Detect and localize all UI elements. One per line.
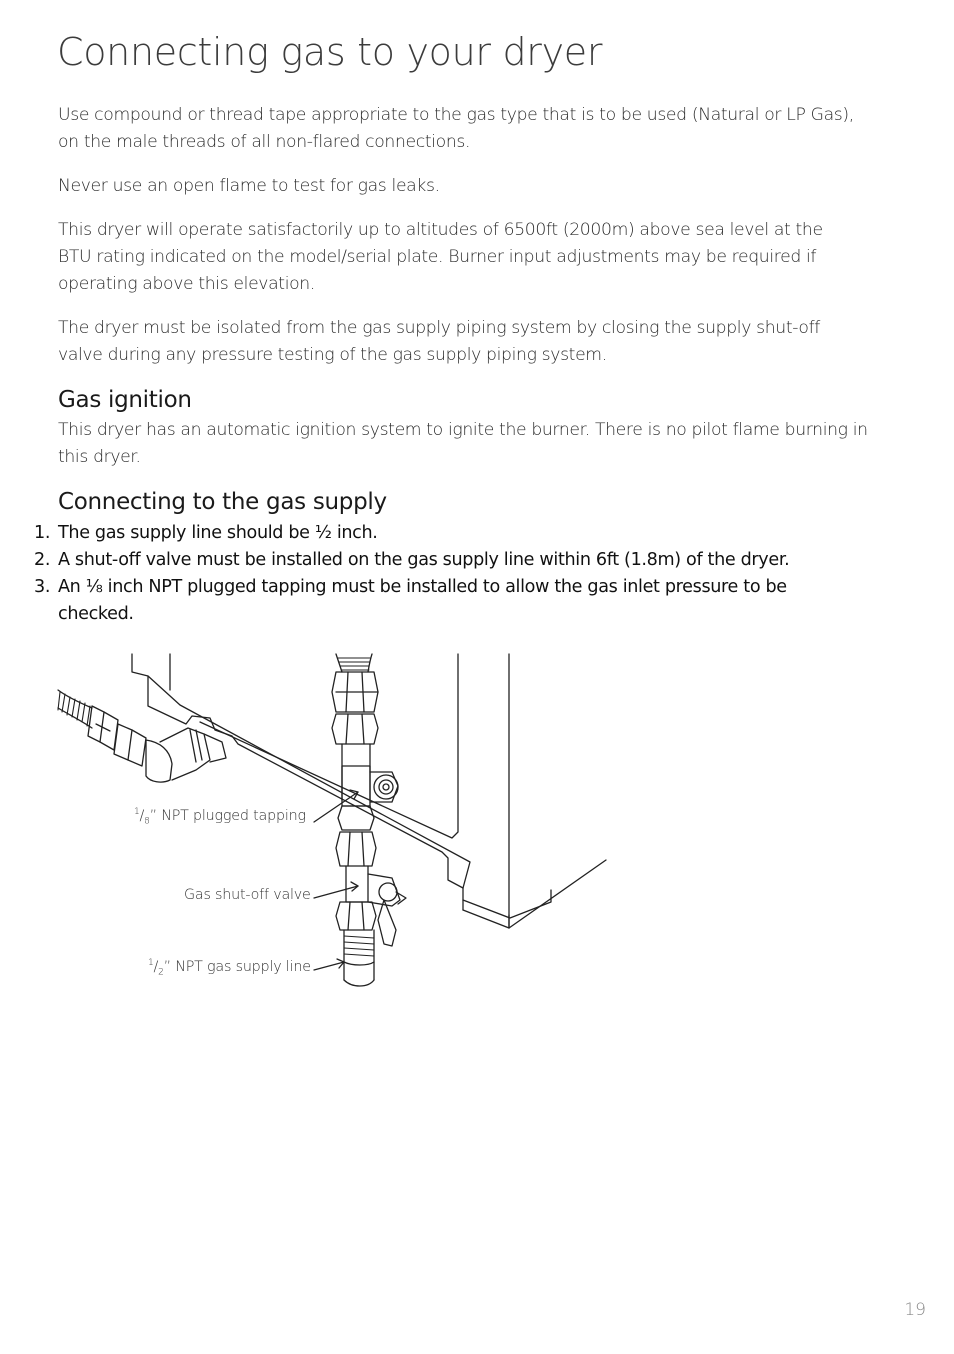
- gas-supply-steps: [34, 520, 858, 628]
- fraction-denominator: 2: [158, 967, 164, 978]
- fraction-numerator: 1: [148, 958, 154, 968]
- step-text: An ⅛ inch NPT plugged tapping must be installed to allow the gas inlet pressure to be checked.: [58, 577, 787, 624]
- fraction-numerator: 1: [134, 807, 140, 817]
- step-item: [34, 574, 858, 628]
- page-title: Connecting gas to your dryer: [57, 30, 603, 74]
- step-number: 2.: [34, 550, 51, 570]
- label-plugged-tapping: $^1/_8$” NPT plugged tapping: [134, 807, 306, 827]
- step-item: [34, 547, 858, 574]
- step-number: 1.: [34, 523, 51, 543]
- step-item: [34, 520, 858, 547]
- gas-supply-heading: Connecting to the gas supply: [58, 489, 387, 515]
- intro-paragraph-isolation: The dryer must be isolated from the gas supply piping system by closing the supply shut-off valve during any pressure testing of the gas supply piping system.: [58, 318, 820, 365]
- step-number: 3.: [34, 577, 51, 597]
- gas-ignition-body: This dryer has an automatic ignition system to ignite the burner. There is no pilot flame burning in this dryer.: [58, 420, 868, 467]
- step-text: A shut-off valve must be installed on the gas supply line within 6ft (1.8m) of the dryer.: [58, 550, 790, 570]
- step-text: The gas supply line should be ½ inch.: [58, 523, 378, 543]
- gas-connection-diagram: [0, 640, 954, 1010]
- intro-paragraph-thread-tape: Use compound or thread tape appropriate to the gas type that is to be used (Natural or LP Gas), on the male threads of all non-flared connections.: [58, 105, 854, 152]
- intro-paragraph-open-flame: Never use an open flame to test for gas leaks.: [58, 176, 440, 196]
- label-text: ” NPT gas supply line: [163, 958, 311, 975]
- label-text: ” NPT plugged tapping: [149, 807, 306, 824]
- label-gas-supply-line: $^1/_2$” NPT gas supply line: [148, 958, 311, 978]
- gas-ignition-heading: Gas ignition: [58, 387, 192, 413]
- fraction-denominator: 8: [144, 816, 150, 827]
- intro-paragraph-altitude: This dryer will operate satisfactorily up to altitudes of 6500ft (2000m) above sea level at the BTU rating indicated on the model/serial plate. Burner input adjustments may be required if operating above this elevation.: [58, 220, 823, 294]
- label-shut-off-valve: Gas shut-off valve: [184, 887, 311, 903]
- page-number: 19: [904, 1300, 926, 1320]
